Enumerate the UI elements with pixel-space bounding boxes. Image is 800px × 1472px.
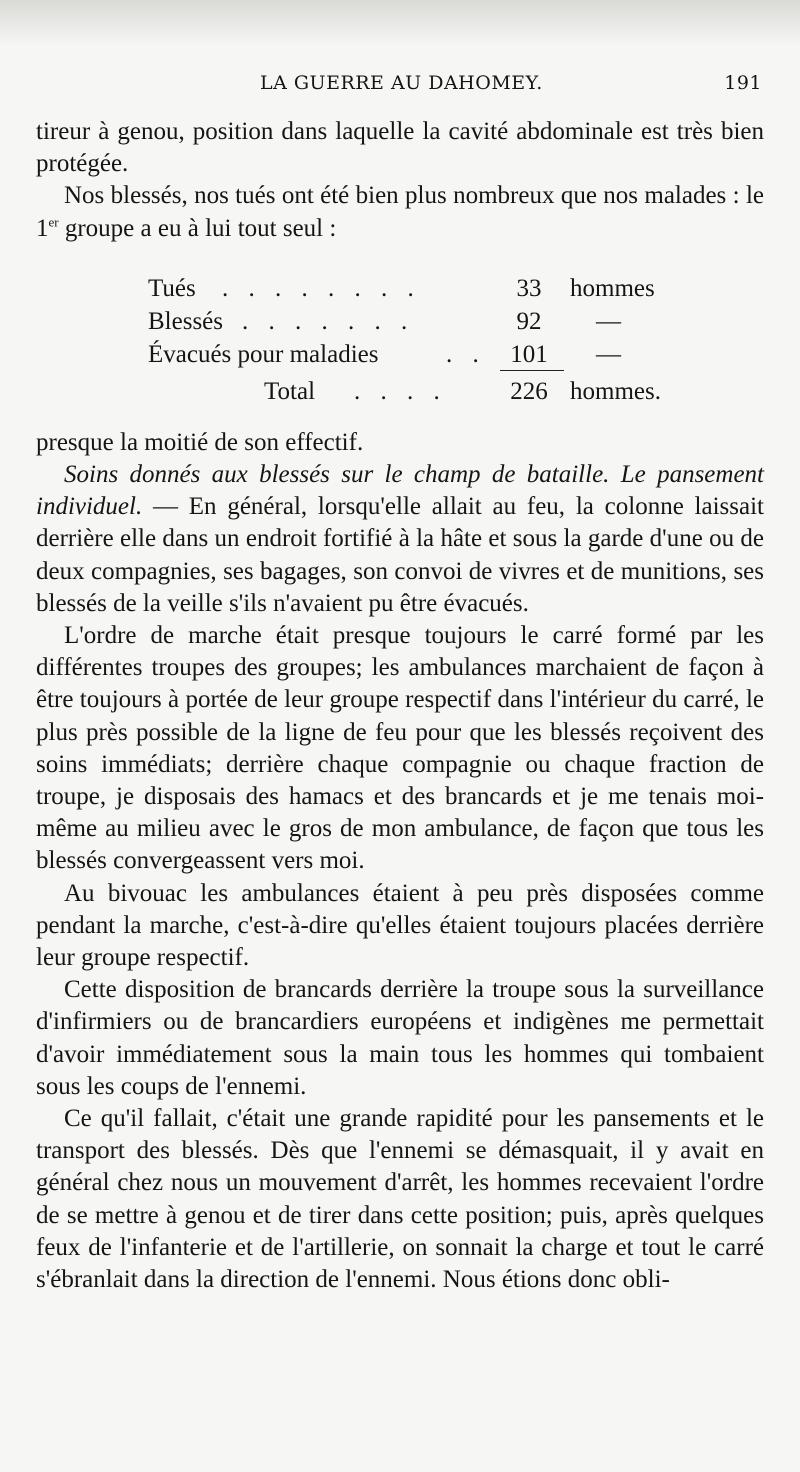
row-label: Évacués pour maladies [148, 340, 379, 368]
scan-top-edge [0, 0, 800, 46]
paragraph: presque la moitié de son effectif. [36, 428, 364, 456]
text-run: — En général, lorsqu'elle allait au feu, la colonne laissait derrière elle dans un endroit fortifié à la hâte et sous la garde d'une ou de deux compagnies, ses bagages, son convoi de vivres et de munitions, ses blessés de la veille s'ils n'avaient pu être évacués. [36, 493, 764, 617]
total-row [36, 376, 764, 408]
leader-dots: . . . . . . . . [222, 274, 421, 302]
paragraph: tireur à genou, position dans laquelle la cavité abdominale est très bien protégée. [36, 118, 764, 178]
row-value: 33 [516, 274, 542, 302]
row-unit: hommes [570, 274, 655, 302]
leader-dots: . . [446, 340, 486, 368]
leader-dots: . . . . . . . [242, 307, 415, 335]
page-number: 191 [724, 72, 762, 94]
paragraph: Ce qu'il fallait, c'était une grande rapidité pour les pansements et le transport des blessés. Dès que l'ennemi se démasquait, il y avait en général chez nous un mouvement d'arrêt, les hommes recevaient l'ordre de se mettre à genou et de tirer dans cette position; puis, après quelques feux de l'infanterie et de l'artillerie, on sonnait la charge et tout le carré s'ébranlait dans la direction de l'ennemi. Nous étions donc obli- [36, 1105, 764, 1294]
section-heading: Soins donnés aux blessés sur le champ de bataille. Le pansement individuel. [36, 461, 764, 521]
superscript: er [48, 214, 59, 230]
row-value: 101 [510, 340, 548, 368]
row-label: Blessés [148, 307, 223, 335]
row-unit: — [596, 340, 621, 368]
casualty-table [36, 273, 764, 419]
text-run: groupe a eu à lui tout seul : [58, 214, 337, 242]
row-label: Tués [148, 274, 196, 302]
paragraph [36, 180, 764, 244]
running-title: LA GUERRE AU DAHOMEY. [260, 72, 543, 94]
total-label: Total [264, 377, 316, 405]
row-value: 92 [516, 307, 542, 335]
row-unit: — [596, 307, 621, 335]
leader-dots: . . . . [354, 377, 447, 405]
sum-rule [500, 370, 564, 372]
total-unit: hommes. [570, 377, 661, 405]
table-row [36, 306, 764, 338]
paragraph: L'ordre de marche était presque toujours le carré formé par les différentes troupes des groupes; les ambulances marchaient de façon à être toujours à portée de leur groupe respectif dans l'intérieur du carré, le plus près possible de la ligne de feu pour que les blessés reçoivent des soins immédiats; derrière chaque compagnie ou chaque fraction de troupe, je disposais des hamacs et des brancards et je me tenais moi-même au milieu avec le gros de mon ambulance, de façon que tous les blessés convergeassent vers moi. [36, 622, 764, 875]
table-row [36, 273, 764, 305]
body-text [36, 116, 764, 1296]
total-value: 226 [510, 377, 548, 405]
table-row [36, 339, 764, 371]
text-run: Nos blessés, nos tués ont été bien plus nombreux que nos malades : le 1 [36, 182, 764, 242]
paragraph: Au bivouac les ambulances étaient à peu près disposées comme pendant la marche, c'est-à-dire qu'elles étaient toujours placées derrière leur groupe respectif. [36, 879, 764, 972]
paragraph: Cette disposition de brancards derrière la troupe sous la surveillance d'infirmiers ou de brancardiers européens et indigènes me permettait d'avoir immédiatement sous la main tous les hommes qui tombaient sous les coups de l'ennemi. [36, 976, 764, 1100]
paragraph [36, 459, 764, 620]
